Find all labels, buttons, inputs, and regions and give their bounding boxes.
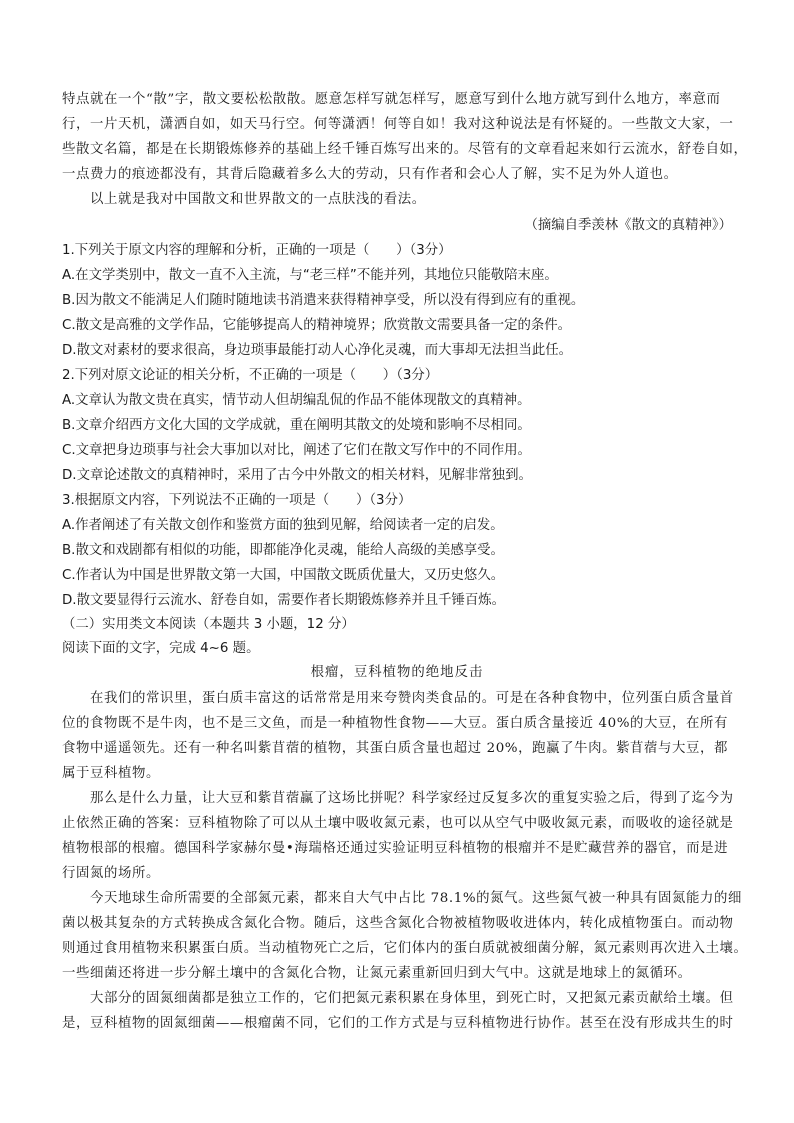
text-line: 大部分的固氮细菌都是独立工作的，它们把氮元素积累在身体里，到死亡时，又把氮元素贡献给土壤。但 xyxy=(90,991,734,1006)
article-paragraph-2 xyxy=(62,786,734,886)
text-line: 一点费力的痕迹都没有，其背后隐藏着多么大的劳动，只有作者和会心人了解，实不足为外人道也。 xyxy=(62,167,678,182)
text-line: 些散文名篇，都是在长期锻炼修养的基础上经千锤百炼写出来的。尽管有的文章看起来如行云流水，舒卷自如， xyxy=(62,142,748,157)
question-3-option-d: D.散文要显得行云流水、舒卷自如，需要作者长期锻炼修养并且千锤百炼。 xyxy=(62,593,506,608)
question-3-stem: 3.根据原文内容，下列说法不正确的一项是（ ）（3分） xyxy=(62,493,412,508)
text-line: 属于豆科植物。 xyxy=(62,766,160,781)
article-paragraph-4 xyxy=(62,986,734,1036)
article-paragraph-1 xyxy=(62,686,734,786)
text-line: 行固氮的场所。 xyxy=(62,866,160,881)
question-1-option-c: C.散文是高雅的文学作品，它能够提高人的精神境界；欣赏散文需要具备一定的条件。 xyxy=(62,318,572,333)
source-citation: （摘编自季羡林《散文的真精神》） xyxy=(524,218,732,233)
text-line: 位的食物既不是牛肉，也不是三文鱼，而是一种植物性食物——大豆。蛋白质含量接近 40%的大豆，在所有 xyxy=(62,716,728,731)
text-line: 那么是什么力量，让大豆和紫苜蓿赢了这场比拼呢？科学家经过反复多次的重复实验之后，得到了迄今为 xyxy=(90,791,734,806)
text-line: 植物根部的根瘤。德国科学家赫尔曼•海瑞格还通过实验证明豆科植物的根瘤并不是贮藏营养的器官，而是进 xyxy=(62,841,729,856)
section-2-heading: （二）实用类文本阅读（本题共 3 小题，12 分） xyxy=(62,617,355,632)
article-title: 根瘤，豆科植物的绝地反击 xyxy=(310,665,484,680)
question-1-stem: 1.下列关于原文内容的理解和分析，正确的一项是（ ）（3分） xyxy=(62,243,452,258)
question-3-option-c: C.作者认为中国是世界散文第一大国，中国散文既质优量大，又历史悠久。 xyxy=(62,568,505,583)
text-line: 在我们的常识里，蛋白质丰富这的话常常是用来夸赞肉类食品的。可是在各种食物中，位列蛋白质含量首 xyxy=(90,691,734,706)
text-line: 是，豆科植物的固氮细菌——根瘤菌不同，它们的工作方式是与豆科植物进行协作。甚至在没有形成共生的时 xyxy=(62,1016,734,1031)
question-3-option-b: B.散文和戏剧都有相似的功能，即都能净化灵魂，能给人高级的美感享受。 xyxy=(62,543,504,558)
question-2-stem: 2.下列对原文论证的相关分析，不正确的一项是（ ）（3分） xyxy=(62,368,439,383)
question-1-option-b: B.因为散文不能满足人们随时随地读书消遣来获得精神享受，所以没有得到应有的重视。 xyxy=(62,293,585,308)
text-line: 食物中遥遥领先。还有一种名叫紫苜蓿的植物，其蛋白质含量也超过 20%，跑赢了牛肉。紫苜蓿与大豆，都 xyxy=(62,741,728,756)
text-line: 则通过食用植物来积累蛋白质。当动植物死亡之后，它们体内的蛋白质就被细菌分解，氮元素则再次进入土壤。 xyxy=(62,941,748,956)
text-line: 菌以极其复杂的方式转换成含氮化合物。随后，这些含氮化合物被植物吸收进体内，转化成植物蛋白。而动物 xyxy=(62,916,734,931)
section-2-instruction: 阅读下面的文字，完成 4~6 题。 xyxy=(62,641,260,656)
article-paragraph-3 xyxy=(62,886,748,986)
text-line: 行，一片天机，潇洒自如，如天马行空。何等潇洒！何等自如！我对这种说法是有怀疑的。一些散文大家，一 xyxy=(62,117,734,132)
essay-paragraph-2: 以上就是我对中国散文和世界散文的一点肤浅的看法。 xyxy=(90,192,426,207)
question-1-option-a: A.在文学类别中，散文一直不入主流，与“老三样”不能并列，其地位只能敬陪末座。 xyxy=(62,268,558,283)
text-line: 今天地球生命所需要的全部氮元素，都来自大气中占比 78.1%的氮气。这些氮气被一种具有固氮能力的细 xyxy=(90,891,742,906)
question-2-option-b: B.文章介绍西方文化大国的文学成就，重在阐明其散文的处境和影响不尽相同。 xyxy=(62,418,531,433)
text-line: 一些细菌还将进一步分解土壤中的含氮化合物，让氮元素重新回归到大气中。这就是地球上的氮循环。 xyxy=(62,966,692,981)
question-3-option-a: A.作者阐述了有关散文创作和鉴赏方面的独到见解，给阅读者一定的启发。 xyxy=(62,518,504,533)
question-1-option-d: D.散文对素材的要求很高，身边琐事最能打动人心净化灵魂，而大事却无法担当此任。 xyxy=(62,343,573,358)
question-2-option-c: C.文章把身边琐事与社会大事加以对比，阐述了它们在散文写作中的不同作用。 xyxy=(62,443,531,458)
text-line: 特点就在一个“散”字，散文要松松散散。愿意怎样写就怎样写，愿意写到什么地方就写到什么地方，率意而 xyxy=(62,92,721,107)
essay-paragraph-1 xyxy=(62,87,748,187)
text-line: 止依然正确的答案：豆科植物除了可以从土壤中吸收氮元素，也可以从空气中吸收氮元素，而吸收的途径就是 xyxy=(62,816,734,831)
question-2-option-a: A.文章认为散文贵在真实，情节动人但胡编乱侃的作品不能体现散文的真精神。 xyxy=(62,393,531,408)
question-2-option-d: D.文章论述散文的真精神时，采用了古今中外散文的相关材料，见解非常独到。 xyxy=(62,468,532,483)
